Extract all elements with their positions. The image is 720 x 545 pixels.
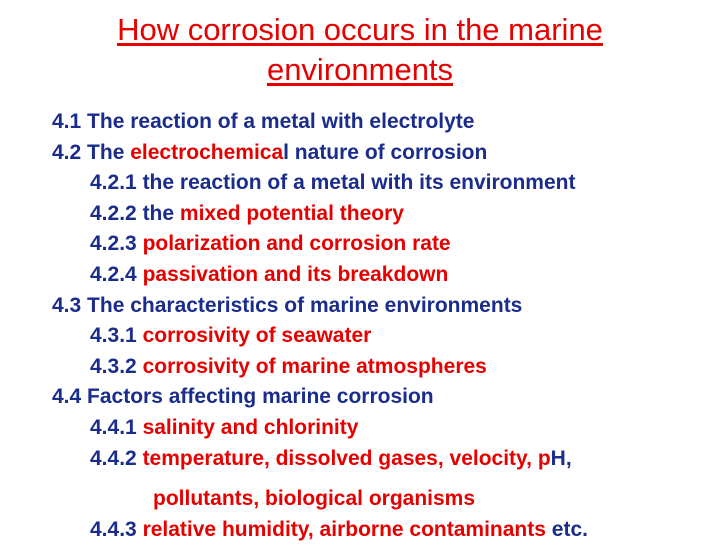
item-number: 4.3.1 <box>90 324 137 348</box>
item-text: The reaction of a metal with electrolyte <box>87 110 475 133</box>
item-text: Factors affecting marine corrosion <box>87 385 434 409</box>
outline-item-4-4 <box>0 382 720 413</box>
outline-list <box>0 107 720 545</box>
item-highlight: corrosivity of marine atmospheres <box>142 354 487 378</box>
outline-item-4-1 <box>0 107 720 138</box>
outline-item-4-2-1 <box>0 168 720 199</box>
item-text: The <box>87 140 131 164</box>
item-number: 4.1 <box>52 110 82 133</box>
item-number: 4.2.1 <box>90 171 137 195</box>
outline-item-4-4-1 <box>0 413 720 444</box>
item-highlight: passivation and its breakdown <box>142 262 449 286</box>
outline-item-4-2-3 <box>0 229 720 260</box>
item-number: 4.2.4 <box>90 262 137 286</box>
outline-item-4-3-1 <box>0 321 720 352</box>
item-text: The characteristics of marine environments <box>87 293 523 317</box>
item-text: the reaction of a metal with its environment <box>142 171 576 195</box>
item-number: 4.4 <box>52 385 82 409</box>
item-text-tail: etc. <box>545 517 588 541</box>
item-number: 4.3.2 <box>90 354 137 378</box>
item-number: 4.3 <box>52 293 82 317</box>
item-highlight: corrosivity of seawater <box>142 324 372 348</box>
title-line-1: How corrosion occurs in the marine <box>117 12 603 47</box>
item-number: 4.4.1 <box>90 415 137 439</box>
outline-item-4-4-3 <box>0 515 720 545</box>
item-highlight: polarization and corrosion rate <box>142 232 451 256</box>
item-highlight: temperature, dissolved gases, velocity, p <box>142 446 551 470</box>
item-number: 4.2 <box>52 140 82 164</box>
outline-item-4-3 <box>0 291 720 322</box>
item-number: 4.2.3 <box>90 232 137 256</box>
item-number: 4.4.2 <box>90 446 137 470</box>
item-highlight: salinity and chlorinity <box>142 415 359 439</box>
item-text-tail: H, <box>550 446 572 470</box>
item-highlight: pollutants, biological organisms <box>153 487 476 511</box>
outline-item-4-4-2-continued <box>0 484 720 515</box>
outline-item-4-2-2 <box>0 199 720 230</box>
item-highlight: relative humidity, airborne contaminants <box>142 517 546 541</box>
item-text: the <box>142 201 180 225</box>
item-number: 4.2.2 <box>90 201 137 225</box>
title-line-2: environments <box>266 52 454 87</box>
item-highlight: mixed potential theory <box>179 201 404 225</box>
outline-item-4-4-2 <box>0 444 720 475</box>
slide-title <box>0 10 720 90</box>
outline-item-4-2-4 <box>0 260 720 291</box>
item-highlight: electrochemica <box>130 140 284 164</box>
item-text-tail: l nature of corrosion <box>283 140 488 164</box>
outline-item-4-2 <box>0 138 720 169</box>
outline-item-4-3-2 <box>0 352 720 383</box>
item-number: 4.4.3 <box>90 517 137 541</box>
